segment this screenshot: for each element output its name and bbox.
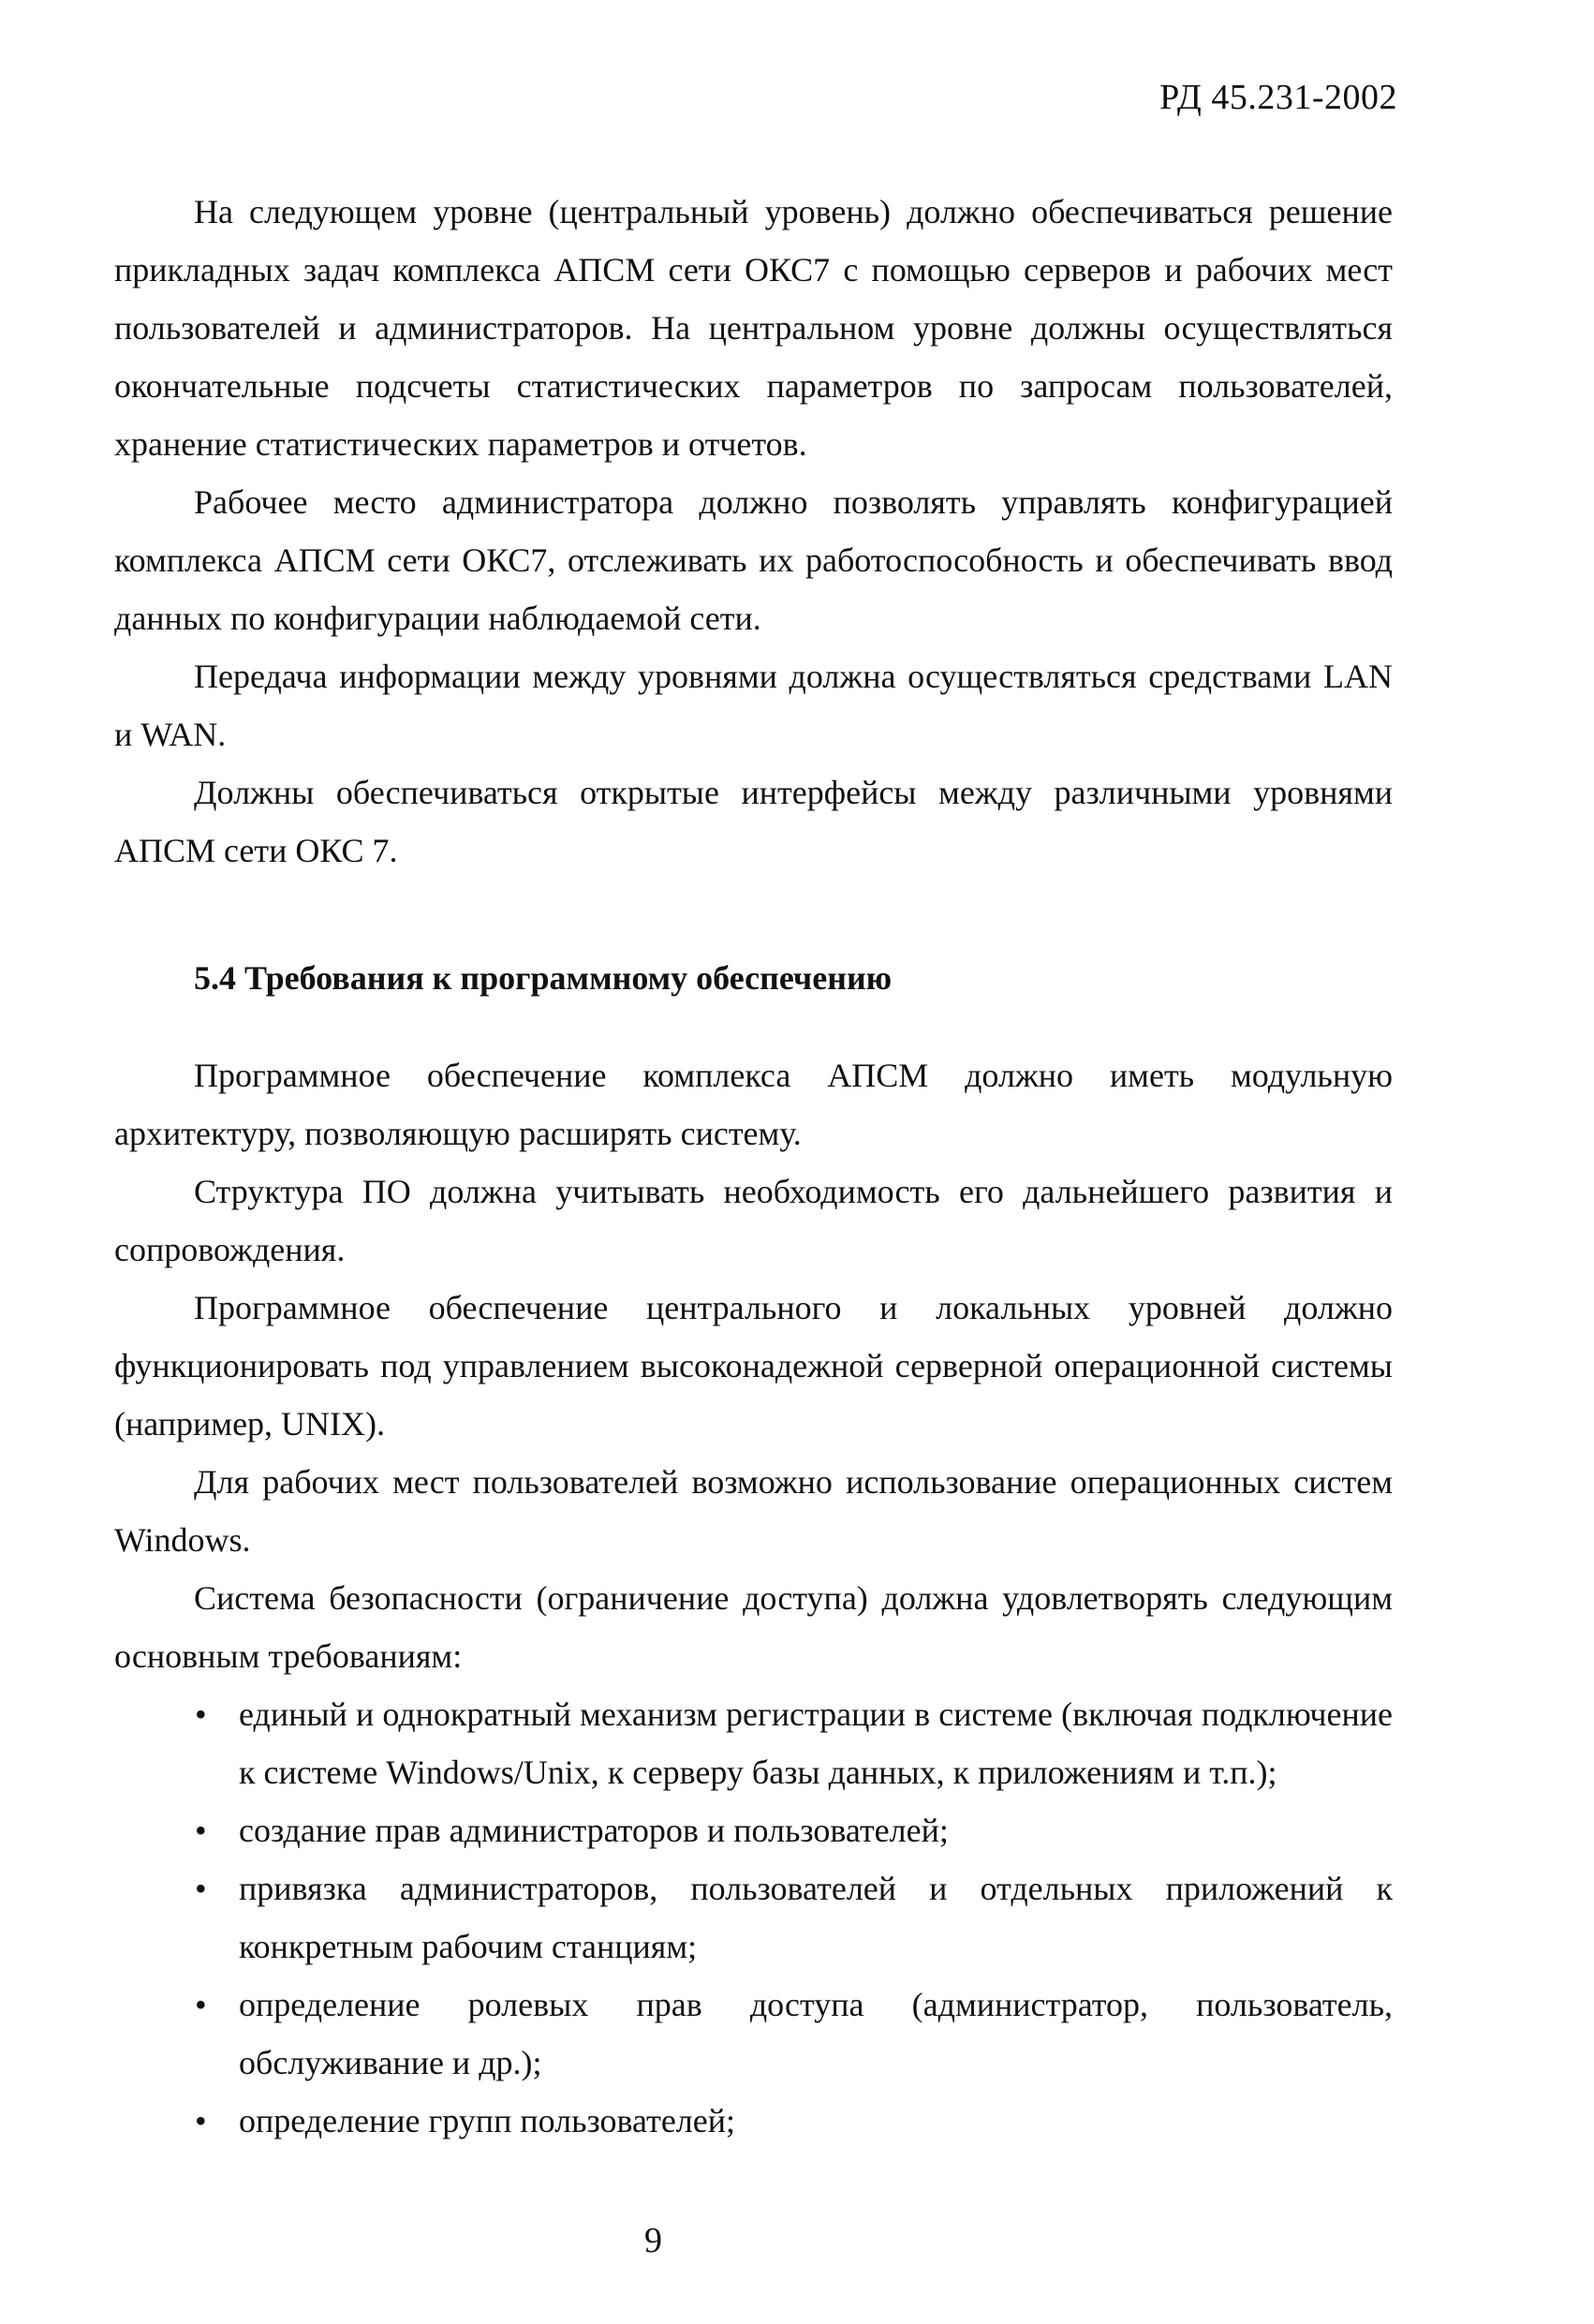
paragraph: Должны обеспечиваться открытые интерфейсы между различными уровнями АПСМ сети ОКС 7. — [114, 774, 1393, 869]
page-number: 9 — [644, 2221, 662, 2260]
paragraph: Рабочее место администратора должно позволять управлять конфигурацией комплекса АПСМ сети ОКС7, отслеживать их работоспособность и обеспечивать ввод данных по конфигурации наблюдаемой сети. — [114, 483, 1393, 637]
paragraph: Для рабочих мест пользователей возможно использование операционных систем Windows. — [114, 1463, 1393, 1559]
bullet-icon: • — [195, 1986, 207, 2023]
paragraph: Передача информации между уровнями должна осуществляться средствами LAN и WAN. — [114, 658, 1393, 753]
list-item — [114, 1976, 1393, 2092]
paragraph: Программное обеспечение комплекса АПСМ должно иметь модульную архитектуру, позволяющую расширять систему. — [114, 1057, 1393, 1152]
list-item-text: создание прав администраторов и пользователей; — [239, 1812, 949, 1849]
bullet-icon: • — [195, 1812, 207, 1849]
list-item-text: единый и однократный механизм регистрации в системе (включая подключение к системе Windows/Unix, к серверу базы данных, к приложениям и т.п.); — [239, 1695, 1393, 1791]
list-item — [114, 1801, 1393, 1859]
bullet-icon: • — [195, 1870, 207, 1907]
list-item — [114, 1685, 1393, 1801]
list-item-text: привязка администраторов, пользователей и отдельных приложений к конкретным рабочим станциям; — [239, 1870, 1393, 1965]
bullet-icon: • — [195, 2102, 207, 2139]
document-code: РД 45.231-2002 — [1159, 78, 1397, 117]
list-item-text: определение групп пользователей; — [239, 2102, 736, 2139]
paragraph: Программное обеспечение центрального и локальных уровней должно функционировать под управлением высоконадежной серверной операционной системы (например, UNIX). — [114, 1289, 1393, 1443]
list-item-text: определение ролевых прав доступа (администратор, пользователь, обслуживание и др.); — [239, 1986, 1393, 2081]
requirements-list — [114, 1685, 1393, 2150]
document-body — [114, 183, 1393, 2150]
bullet-icon: • — [195, 1695, 207, 1733]
list-item — [114, 1859, 1393, 1976]
paragraph: На следующем уровне (центральный уровень) должно обеспечиваться решение прикладных задач комплекса АПСМ сети ОКС7 с помощью серверов и рабочих мест пользователей и администраторов. На центральном уровне должны осуществляться окончательные подсчеты статистических параметров по запросам пользователей, хранение статистических параметров и отчетов. — [114, 193, 1393, 463]
paragraph: Система безопасности (ограничение доступа) должна удовлетворять следующим основным требованиям: — [114, 1579, 1393, 1675]
paragraph: Структура ПО должна учитывать необходимость его дальнейшего развития и сопровождения. — [114, 1173, 1393, 1268]
list-item — [114, 2092, 1393, 2150]
section-heading: 5.4 Требования к программному обеспечению — [194, 959, 893, 997]
